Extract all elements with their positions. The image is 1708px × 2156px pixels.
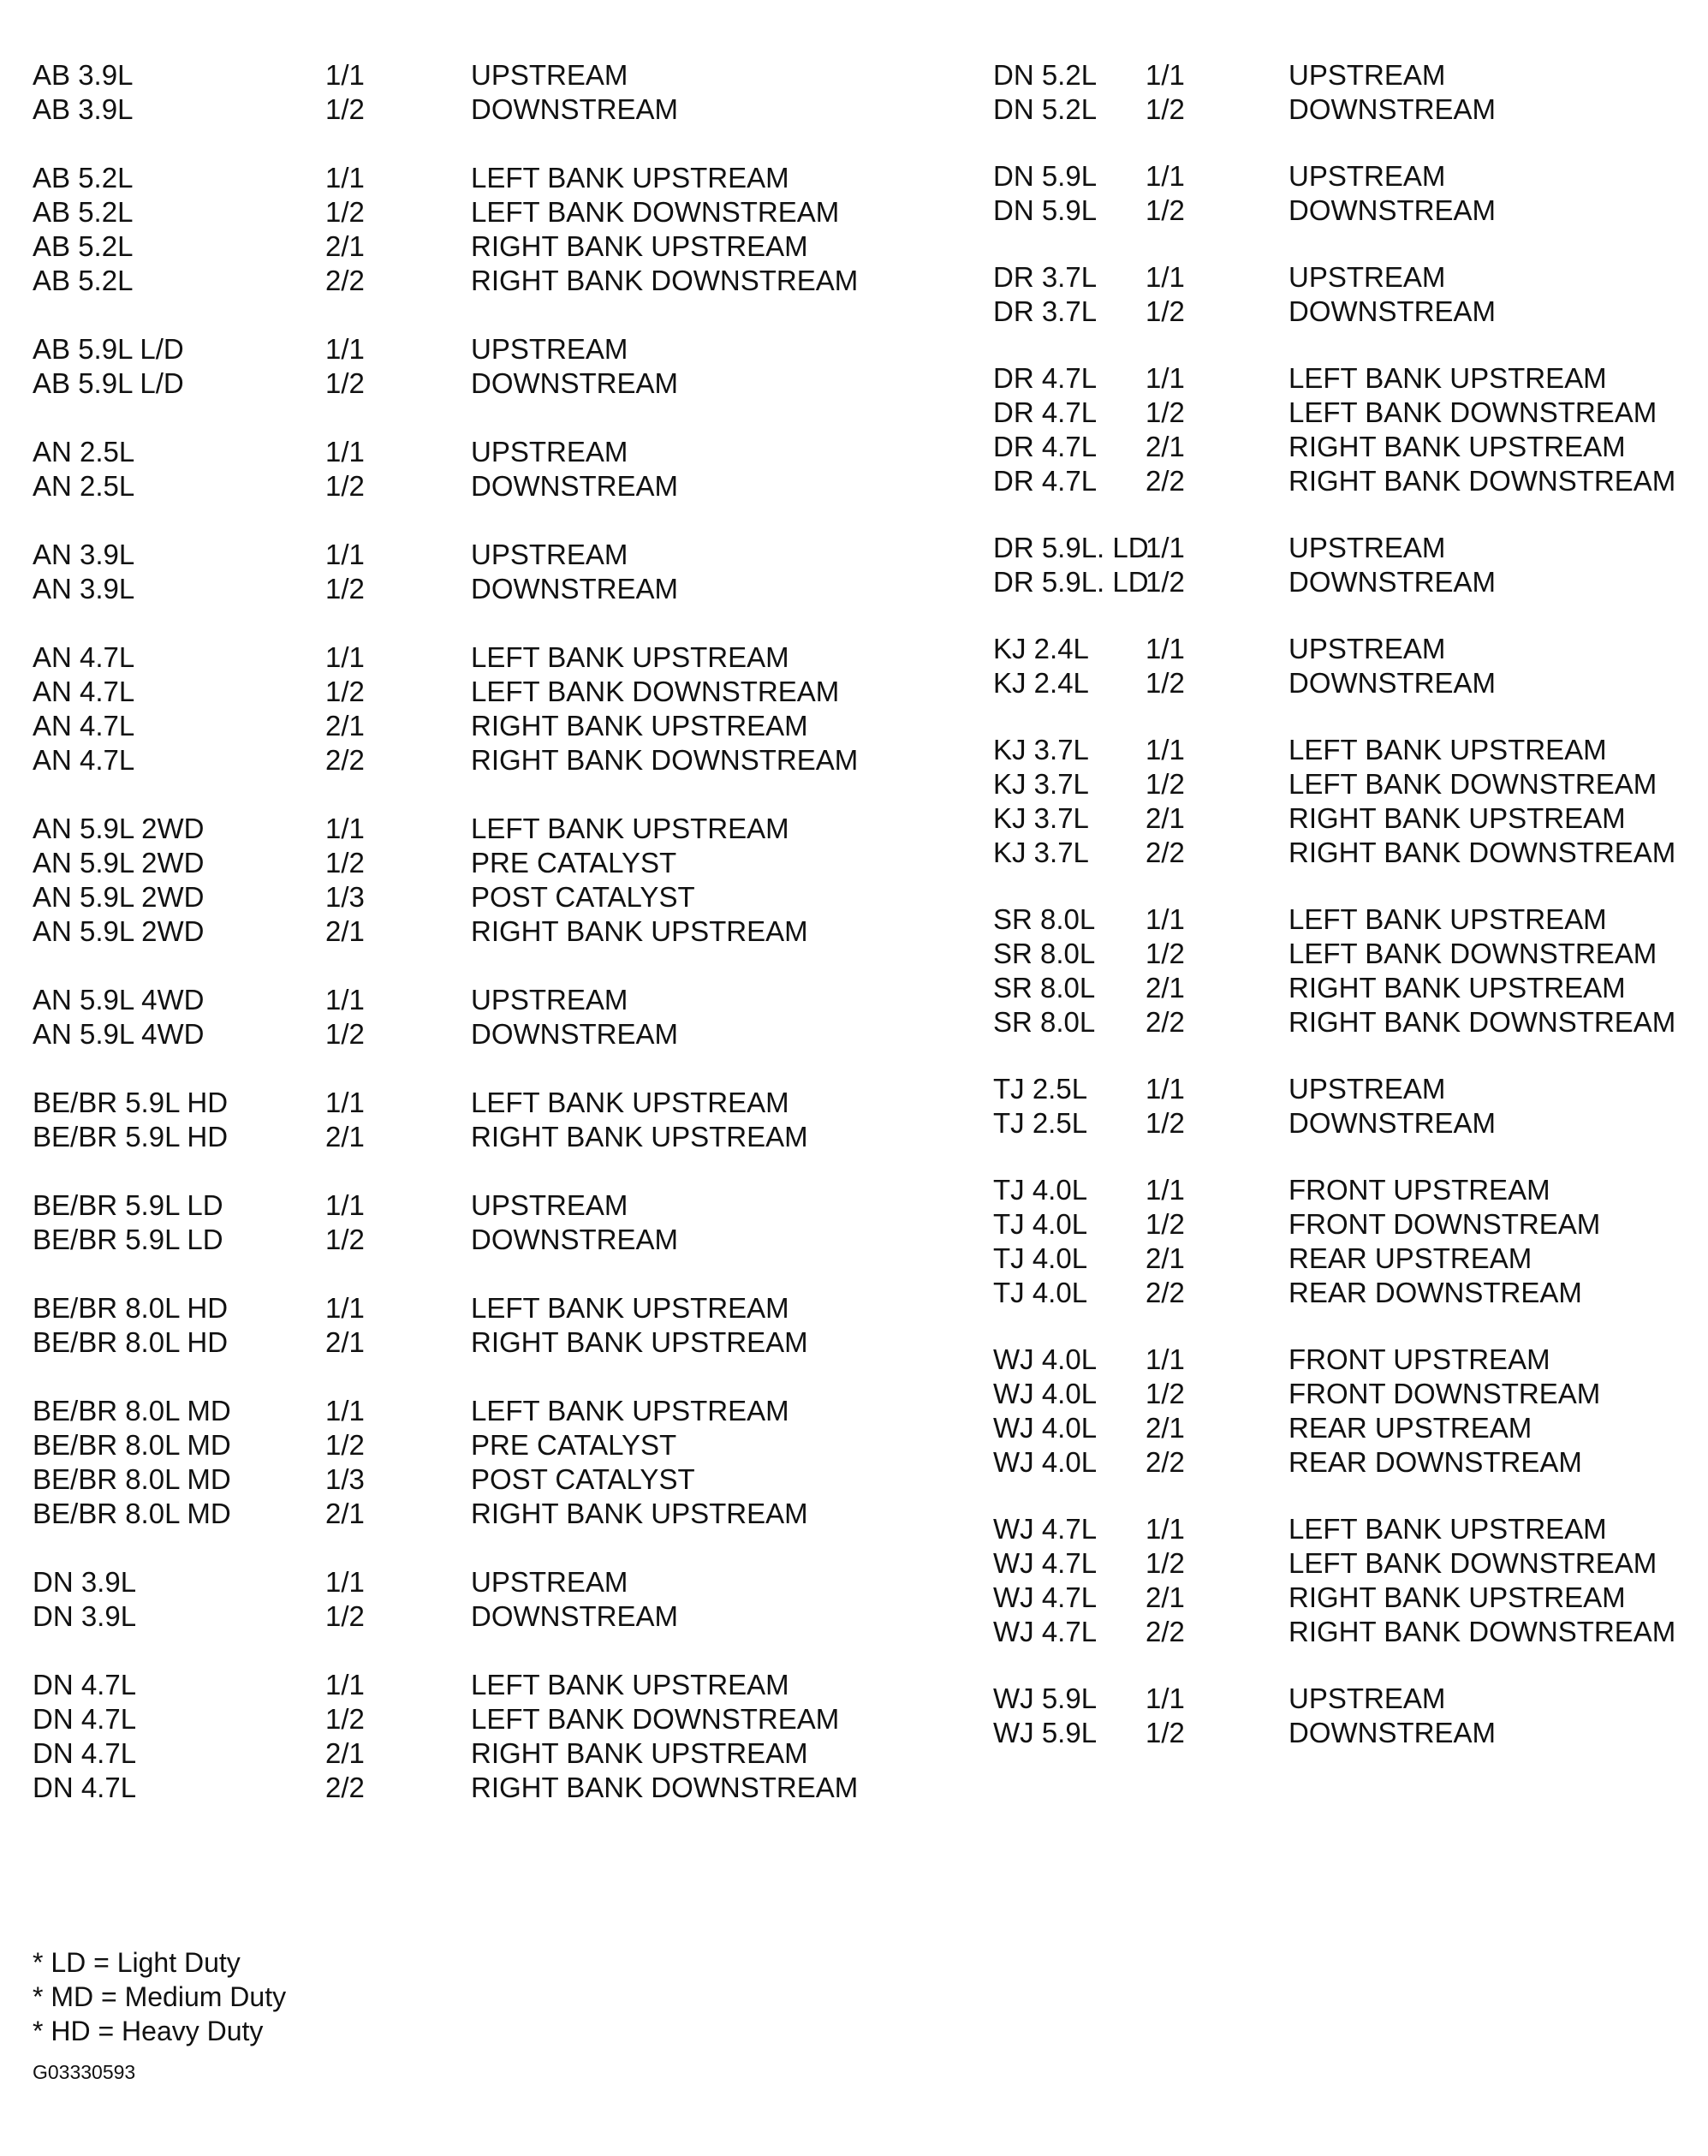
sensor-position: 1/1: [1146, 59, 1185, 91]
sensor-position: 2/2: [1146, 1616, 1185, 1647]
sensor-location: UPSTREAM: [471, 539, 628, 570]
engine-model: TJ 4.0L: [993, 1208, 1088, 1240]
engine-model: DR 5.9L. LD: [993, 566, 1149, 598]
engine-model: BE/BR 5.9L LD: [33, 1224, 223, 1255]
sensor-position: 1/1: [325, 984, 365, 1015]
engine-model: AN 5.9L 4WD: [33, 984, 205, 1015]
sensor-position: 1/2: [325, 1600, 365, 1632]
sensor-location: RIGHT BANK DOWNSTREAM: [471, 744, 859, 776]
sensor-position: 1/2: [1146, 667, 1185, 699]
sensor-location: RIGHT BANK UPSTREAM: [471, 1498, 808, 1529]
sensor-position: 1/1: [1146, 532, 1185, 563]
sensor-location: DOWNSTREAM: [1288, 194, 1496, 226]
engine-model: TJ 4.0L: [993, 1242, 1088, 1274]
sensor-location: DOWNSTREAM: [471, 573, 678, 605]
sensor-position: 1/2: [1146, 1717, 1185, 1748]
engine-model: AB 5.9L L/D: [33, 367, 184, 399]
sensor-location: RIGHT BANK DOWNSTREAM: [1288, 1616, 1676, 1647]
engine-model: TJ 4.0L: [993, 1277, 1088, 1308]
engine-model: SR 8.0L: [993, 1006, 1096, 1038]
engine-model: BE/BR 8.0L MD: [33, 1429, 231, 1461]
sensor-location: RIGHT BANK DOWNSTREAM: [1288, 1006, 1676, 1038]
sensor-location: FRONT DOWNSTREAM: [1288, 1378, 1601, 1409]
engine-model: BE/BR 5.9L HD: [33, 1121, 229, 1152]
sensor-position: 1/1: [325, 539, 365, 570]
engine-model: DN 3.9L: [33, 1566, 137, 1598]
sensor-position: 1/1: [325, 1189, 365, 1221]
sensor-location: UPSTREAM: [1288, 1683, 1446, 1714]
sensor-position: 1/1: [1146, 1683, 1185, 1714]
sensor-position: 1/1: [325, 1395, 365, 1426]
sensor-position: 2/2: [1146, 1006, 1185, 1038]
sensor-location: LEFT BANK DOWNSTREAM: [1288, 396, 1657, 428]
sensor-position: 2/2: [325, 744, 365, 776]
sensor-position: 1/1: [1146, 1174, 1185, 1206]
engine-model: DN 4.7L: [33, 1669, 137, 1700]
sensor-position: 2/2: [325, 1772, 365, 1803]
engine-model: SR 8.0L: [993, 938, 1096, 969]
engine-model: AN 5.9L 4WD: [33, 1018, 205, 1050]
sensor-location: LEFT BANK DOWNSTREAM: [1288, 768, 1657, 800]
note-light-duty: * LD = Light Duty: [33, 1947, 241, 1978]
sensor-location: RIGHT BANK UPSTREAM: [1288, 431, 1626, 462]
sensor-location: LEFT BANK UPSTREAM: [471, 1669, 789, 1700]
sensor-location: RIGHT BANK UPSTREAM: [1288, 1581, 1626, 1613]
sensor-location: UPSTREAM: [1288, 160, 1446, 192]
engine-model: TJ 4.0L: [993, 1174, 1088, 1206]
sensor-position: 1/1: [325, 1566, 365, 1598]
sensor-position: 1/2: [325, 367, 365, 399]
sensor-location: LEFT BANK DOWNSTREAM: [471, 196, 840, 228]
sensor-position: 1/2: [325, 1429, 365, 1461]
engine-model: WJ 4.0L: [993, 1412, 1098, 1444]
sensor-location: DOWNSTREAM: [471, 1600, 678, 1632]
sensor-position: 1/1: [1146, 261, 1185, 293]
sensor-location: POST CATALYST: [471, 1463, 695, 1495]
engine-model: KJ 2.4L: [993, 633, 1089, 664]
sensor-position: 1/1: [1146, 903, 1185, 935]
sensor-position: 1/1: [325, 59, 365, 91]
engine-model: AN 3.9L: [33, 539, 135, 570]
abbreviation-notes: [33, 1945, 286, 2048]
sensor-location: LEFT BANK DOWNSTREAM: [1288, 938, 1657, 969]
engine-model: KJ 3.7L: [993, 768, 1089, 800]
sensor-position: 2/1: [325, 1498, 365, 1529]
sensor-location: DOWNSTREAM: [1288, 1107, 1496, 1139]
engine-model: AB 3.9L: [33, 93, 134, 125]
engine-model: WJ 4.7L: [993, 1616, 1098, 1647]
note-medium-duty: * MD = Medium Duty: [33, 1981, 287, 2012]
sensor-position: 2/1: [1146, 1242, 1185, 1274]
sensor-position: 1/2: [1146, 396, 1185, 428]
sensor-position: 1/1: [1146, 160, 1185, 192]
sensor-position: 1/1: [325, 813, 365, 844]
engine-model: WJ 5.9L: [993, 1683, 1098, 1714]
sensor-position: 1/2: [325, 196, 365, 228]
sensor-location: UPSTREAM: [1288, 59, 1446, 91]
sensor-location: FRONT DOWNSTREAM: [1288, 1208, 1601, 1240]
sensor-location: LEFT BANK UPSTREAM: [471, 1292, 789, 1324]
sensor-location: RIGHT BANK UPSTREAM: [471, 1737, 808, 1769]
sensor-location: LEFT BANK UPSTREAM: [471, 1087, 789, 1118]
engine-model: WJ 4.0L: [993, 1378, 1098, 1409]
sensor-location: RIGHT BANK DOWNSTREAM: [1288, 837, 1676, 868]
engine-model: TJ 2.5L: [993, 1073, 1088, 1105]
engine-model: BE/BR 8.0L MD: [33, 1498, 231, 1529]
sensor-location: REAR UPSTREAM: [1288, 1412, 1532, 1444]
engine-model: AN 3.9L: [33, 573, 135, 605]
sensor-location: UPSTREAM: [471, 333, 628, 365]
sensor-location: RIGHT BANK UPSTREAM: [471, 915, 808, 947]
sensor-location: RIGHT BANK UPSTREAM: [1288, 802, 1626, 834]
sensor-location: RIGHT BANK UPSTREAM: [471, 1326, 808, 1358]
engine-model: DR 3.7L: [993, 295, 1098, 327]
sensor-position: 1/1: [1146, 1073, 1185, 1105]
sensor-location: LEFT BANK UPSTREAM: [471, 641, 789, 673]
sensor-location: POST CATALYST: [471, 881, 695, 913]
sensor-position: 1/2: [325, 93, 365, 125]
engine-model: AN 2.5L: [33, 470, 135, 502]
sensor-position: 1/1: [1146, 1343, 1185, 1375]
sensor-location: LEFT BANK DOWNSTREAM: [471, 676, 840, 707]
engine-model: KJ 3.7L: [993, 802, 1089, 834]
sensor-location: PRE CATALYST: [471, 847, 677, 878]
engine-model: AN 5.9L 2WD: [33, 881, 205, 913]
engine-model: BE/BR 8.0L MD: [33, 1395, 231, 1426]
engine-model: WJ 4.7L: [993, 1547, 1098, 1579]
engine-model: DN 5.2L: [993, 59, 1098, 91]
engine-model: AB 5.2L: [33, 230, 134, 262]
sensor-position: 1/2: [1146, 1547, 1185, 1579]
engine-model: WJ 4.0L: [993, 1343, 1098, 1375]
engine-model: AN 5.9L 2WD: [33, 915, 205, 947]
sensor-location: DOWNSTREAM: [471, 367, 678, 399]
sensor-location: LEFT BANK UPSTREAM: [471, 813, 789, 844]
sensor-position: 2/1: [325, 1326, 365, 1358]
engine-model: BE/BR 5.9L LD: [33, 1189, 223, 1221]
sensor-position: 1/3: [325, 881, 365, 913]
sensor-location: DOWNSTREAM: [1288, 295, 1496, 327]
sensor-position: 1/1: [1146, 362, 1185, 394]
engine-model: AB 5.9L L/D: [33, 333, 184, 365]
note-heavy-duty: * HD = Heavy Duty: [33, 2016, 264, 2046]
engine-model: DN 5.2L: [993, 93, 1098, 125]
sensor-location: RIGHT BANK UPSTREAM: [471, 230, 808, 262]
sensor-position: 1/2: [1146, 93, 1185, 125]
sensor-location: UPSTREAM: [471, 1189, 628, 1221]
engine-model: AN 5.9L 2WD: [33, 813, 205, 844]
engine-model: AN 4.7L: [33, 641, 135, 673]
sensor-location: RIGHT BANK UPSTREAM: [471, 1121, 808, 1152]
sensor-position: 1/2: [325, 676, 365, 707]
sensor-location: DOWNSTREAM: [471, 470, 678, 502]
sensor-location: UPSTREAM: [471, 1566, 628, 1598]
sensor-position: 1/2: [1146, 1208, 1185, 1240]
engine-model: DN 4.7L: [33, 1737, 137, 1769]
sensor-location: RIGHT BANK DOWNSTREAM: [471, 265, 859, 296]
sensor-position: 1/2: [1146, 295, 1185, 327]
sensor-position: 1/1: [1146, 1513, 1185, 1545]
figure-code: G03330593: [33, 2061, 136, 2083]
sensor-location: REAR UPSTREAM: [1288, 1242, 1532, 1274]
engine-model: AB 3.9L: [33, 59, 134, 91]
sensor-position: 2/1: [325, 915, 365, 947]
sensor-position: 2/1: [1146, 972, 1185, 1004]
sensor-location: DOWNSTREAM: [1288, 93, 1496, 125]
sensor-location: LEFT BANK UPSTREAM: [471, 1395, 789, 1426]
sensor-position: 2/1: [325, 1737, 365, 1769]
sensor-location: FRONT UPSTREAM: [1288, 1174, 1550, 1206]
sensor-position: 2/1: [325, 710, 365, 741]
sensor-position: 1/2: [325, 470, 365, 502]
engine-model: DR 4.7L: [993, 431, 1098, 462]
sensor-location: UPSTREAM: [471, 59, 628, 91]
engine-model: AN 5.9L 2WD: [33, 847, 205, 878]
sensor-position: 1/2: [325, 573, 365, 605]
engine-model: AN 4.7L: [33, 676, 135, 707]
engine-model: AN 2.5L: [33, 436, 135, 468]
sensor-position: 1/1: [325, 1087, 365, 1118]
sensor-location: UPSTREAM: [471, 984, 628, 1015]
sensor-position: 2/1: [1146, 802, 1185, 834]
engine-model: AB 5.2L: [33, 265, 134, 296]
sensor-location: DOWNSTREAM: [471, 1018, 678, 1050]
sensor-position: 2/2: [1146, 1277, 1185, 1308]
engine-model: WJ 5.9L: [993, 1717, 1098, 1748]
engine-model: DR 4.7L: [993, 362, 1098, 394]
sensor-location: UPSTREAM: [1288, 1073, 1446, 1105]
sensor-position: 1/2: [1146, 938, 1185, 969]
engine-model: AN 4.7L: [33, 710, 135, 741]
sensor-location: PRE CATALYST: [471, 1429, 677, 1461]
engine-model: BE/BR 8.0L HD: [33, 1326, 229, 1358]
engine-model: DN 4.7L: [33, 1772, 137, 1803]
sensor-location: LEFT BANK UPSTREAM: [1288, 362, 1607, 394]
sensor-location: UPSTREAM: [1288, 261, 1446, 293]
sensor-position: 1/2: [1146, 1107, 1185, 1139]
sensor-position: 1/2: [325, 1703, 365, 1735]
engine-model: DR 4.7L: [993, 396, 1098, 428]
sensor-position: 1/1: [325, 1669, 365, 1700]
sensor-position: 2/1: [1146, 431, 1185, 462]
sensor-location: UPSTREAM: [1288, 532, 1446, 563]
sensor-location: REAR DOWNSTREAM: [1288, 1277, 1582, 1308]
sensor-position: 2/1: [1146, 1581, 1185, 1613]
engine-model: KJ 3.7L: [993, 837, 1089, 868]
engine-model: TJ 2.5L: [993, 1107, 1088, 1139]
sensor-location: RIGHT BANK UPSTREAM: [471, 710, 808, 741]
sensor-location: DOWNSTREAM: [471, 93, 678, 125]
sensor-position: 1/1: [325, 641, 365, 673]
engine-model: DN 4.7L: [33, 1703, 137, 1735]
sensor-location: FRONT UPSTREAM: [1288, 1343, 1550, 1375]
engine-model: SR 8.0L: [993, 903, 1096, 935]
engine-model: WJ 4.0L: [993, 1446, 1098, 1478]
sensor-position: 1/2: [1146, 194, 1185, 226]
sensor-position: 2/2: [1146, 837, 1185, 868]
sensor-position: 1/2: [325, 1224, 365, 1255]
sensor-position: 1/1: [1146, 633, 1185, 664]
engine-model: BE/BR 5.9L HD: [33, 1087, 229, 1118]
sensor-location: UPSTREAM: [1288, 633, 1446, 664]
engine-model: AB 5.2L: [33, 196, 134, 228]
engine-model: AN 4.7L: [33, 744, 135, 776]
engine-model: DR 3.7L: [993, 261, 1098, 293]
sensor-position: 2/2: [1146, 465, 1185, 497]
sensor-position: 1/1: [325, 162, 365, 194]
sensor-location: LEFT BANK UPSTREAM: [1288, 903, 1607, 935]
engine-model: SR 8.0L: [993, 972, 1096, 1004]
engine-model: DN 3.9L: [33, 1600, 137, 1632]
sensor-position: 1/2: [1146, 1378, 1185, 1409]
engine-model: DN 5.9L: [993, 160, 1098, 192]
sensor-position: 1/1: [325, 333, 365, 365]
sensor-location: RIGHT BANK UPSTREAM: [1288, 972, 1626, 1004]
engine-model: BE/BR 8.0L HD: [33, 1292, 229, 1324]
engine-model: KJ 3.7L: [993, 734, 1089, 765]
sensor-position: 2/1: [1146, 1412, 1185, 1444]
sensor-position: 1/1: [325, 436, 365, 468]
sensor-location: DOWNSTREAM: [471, 1224, 678, 1255]
engine-model: KJ 2.4L: [993, 667, 1089, 699]
engine-model: DR 4.7L: [993, 465, 1098, 497]
sensor-location: UPSTREAM: [471, 436, 628, 468]
sensor-location: DOWNSTREAM: [1288, 566, 1496, 598]
engine-model: WJ 4.7L: [993, 1513, 1098, 1545]
sensor-location: REAR DOWNSTREAM: [1288, 1446, 1582, 1478]
sensor-location: LEFT BANK UPSTREAM: [1288, 1513, 1607, 1545]
sensor-location: DOWNSTREAM: [1288, 1717, 1496, 1748]
sensor-position: 2/1: [325, 1121, 365, 1152]
engine-model: BE/BR 8.0L MD: [33, 1463, 231, 1495]
sensor-position: 1/2: [325, 847, 365, 878]
sensor-position: 1/2: [325, 1018, 365, 1050]
engine-model: WJ 4.7L: [993, 1581, 1098, 1613]
sensor-position: 1/3: [325, 1463, 365, 1495]
engine-model: DN 5.9L: [993, 194, 1098, 226]
sensor-position: 1/2: [1146, 566, 1185, 598]
engine-model: AB 5.2L: [33, 162, 134, 194]
sensor-location: RIGHT BANK DOWNSTREAM: [1288, 465, 1676, 497]
sensor-position: 2/1: [325, 230, 365, 262]
sensor-location: LEFT BANK DOWNSTREAM: [471, 1703, 840, 1735]
sensor-location: LEFT BANK UPSTREAM: [1288, 734, 1607, 765]
sensor-position: 1/1: [1146, 734, 1185, 765]
engine-model: DR 5.9L. LD: [993, 532, 1149, 563]
sensor-position: 1/1: [325, 1292, 365, 1324]
sensor-location: LEFT BANK DOWNSTREAM: [1288, 1547, 1657, 1579]
sensor-position: 1/2: [1146, 768, 1185, 800]
sensor-location: DOWNSTREAM: [1288, 667, 1496, 699]
sensor-position: 2/2: [1146, 1446, 1185, 1478]
sensor-location: LEFT BANK UPSTREAM: [471, 162, 789, 194]
sensor-position: 2/2: [325, 265, 365, 296]
sensor-location: RIGHT BANK DOWNSTREAM: [471, 1772, 859, 1803]
